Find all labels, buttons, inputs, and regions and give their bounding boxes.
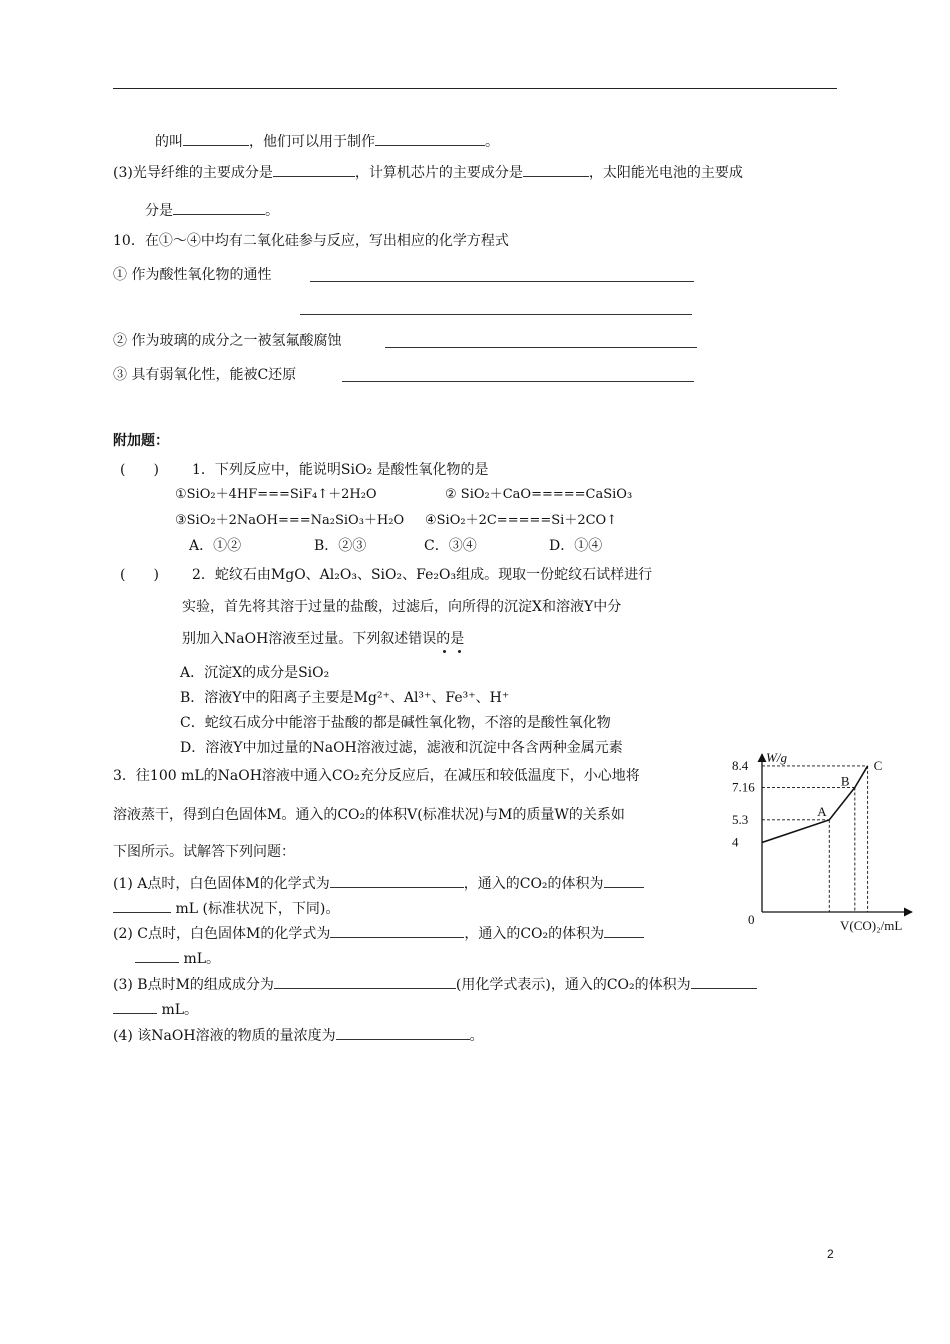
text: ，通入的CO₂的体积为 [464, 926, 605, 942]
e2-option-d[interactable]: D．溶液Y中加过量的NaOH溶液过滤，滤液和沉淀中各含两种金属元素 [180, 740, 623, 756]
e1-option-c[interactable]: C．③④ [424, 538, 477, 554]
answer-line[interactable] [342, 381, 694, 382]
e3-q1-line-2 [113, 898, 339, 918]
text: ，计算机芯片的主要成分是 [354, 165, 523, 181]
text: 。 [265, 203, 279, 219]
origin-label: 0 [748, 912, 755, 927]
text: 。 [469, 1028, 484, 1044]
page-number: 2 [827, 1247, 834, 1261]
text: 的叫 [155, 134, 183, 150]
text: (4) 该NaOH溶液的物质的量浓度为 [113, 1028, 336, 1044]
answer-line[interactable] [300, 314, 692, 315]
text: (2) C点时，白色固体M的化学式为 [113, 926, 331, 942]
answer-line[interactable] [310, 281, 694, 282]
e3-q1-line-1 [113, 873, 644, 893]
q9-line-2 [113, 162, 743, 182]
y-tick-label: 5.3 [732, 811, 749, 827]
emphasis-dot [458, 650, 461, 653]
e3-stem-1: 3．往100 mL的NaOH溶液中通入CO₂充分反应后，在减压和较低温度下，小心地将 [113, 768, 640, 784]
answer-paren[interactable]: ( ) [120, 567, 159, 583]
y-tick-label: 8.4 [732, 757, 749, 773]
blank[interactable] [273, 162, 355, 177]
text: (用化学式表示)，通入的CO₂的体积为 [455, 977, 691, 993]
text: ，他们可以用于制作 [249, 134, 375, 150]
text: (3) B点时M的组成成分为 [113, 977, 274, 993]
e2-option-a[interactable]: A．沉淀X的成分是SiO₂ [180, 665, 330, 681]
blank[interactable] [135, 948, 179, 963]
q10-item-3: ③ 具有弱氧化性，能被C还原 [113, 367, 297, 383]
e2-option-c[interactable]: C．蛇纹石成分中能溶于盐酸的都是碱性氧化物，不溶的是酸性氧化物 [180, 715, 611, 731]
data-series-line [762, 766, 868, 843]
q9-line-1 [155, 131, 499, 151]
header-rule [113, 88, 837, 89]
blank[interactable] [330, 873, 464, 888]
blank[interactable] [375, 131, 485, 146]
e3-stem-2: 溶液蒸干，得到白色固体M。通入的CO₂的体积V(标准状况)与M的质量W的关系如 [113, 807, 625, 823]
point-label: C [873, 757, 883, 773]
text: mL。 [161, 1002, 199, 1018]
e1-option-d[interactable]: D．①④ [549, 538, 603, 554]
e3-stem-3: 下图所示。试解答下列问题： [113, 844, 295, 860]
e1-reaction-4: ④SiO₂＋2C=====Si＋2CO↑ [425, 513, 618, 528]
e2-option-b[interactable]: B．溶液Y中的阳离子主要是Mg²⁺、Al³⁺、Fe³⁺、H⁺ [180, 690, 510, 706]
emphasis-dot [443, 650, 446, 653]
e2-stem-1: 2．蛇纹石由MgO、Al₂O₃、SiO₂、Fe₂O₃组成。现取一份蛇纹石试样进行 [192, 567, 653, 583]
extra-title: 附加题： [113, 433, 169, 449]
blank[interactable] [604, 873, 644, 888]
e1-option-a[interactable]: A．①② [189, 538, 242, 554]
answer-paren[interactable]: ( ) [120, 462, 159, 478]
e1-reaction-3: ③SiO₂＋2NaOH===Na₂SiO₃＋H₂O [175, 513, 405, 528]
blank[interactable] [274, 974, 456, 989]
e3-q3-line-2 [113, 999, 198, 1019]
text: ，太阳能光电池的主要成 [588, 165, 743, 181]
blank[interactable] [691, 974, 757, 989]
text: mL (标准状况下，下同)。 [175, 901, 340, 917]
q10-item-2: ② 作为玻璃的成分之一被氢氟酸腐蚀 [113, 333, 342, 349]
e3-q3-line-1 [113, 974, 757, 994]
e3-q2-line-2 [135, 948, 220, 968]
answer-line[interactable] [385, 347, 697, 348]
q9-line-3 [145, 200, 279, 220]
blank[interactable] [336, 1025, 470, 1040]
q10-stem: 10．在①～④中均有二氧化硅参与反应，写出相应的化学方程式 [113, 233, 509, 249]
text: (1) A点时，白色固体M的化学式为 [113, 876, 330, 892]
e2-stem-2: 实验，首先将其溶于过量的盐酸，过滤后，向所得的沉淀X和溶液Y中分 [182, 599, 622, 615]
x-axis-label: V(CO)₂/mL [840, 918, 903, 933]
text: ，通入的CO₂的体积为 [463, 876, 604, 892]
e1-option-b[interactable]: B．②③ [314, 538, 367, 554]
y-axis-label: W/g [766, 750, 787, 765]
e1-stem: 1．下列反应中，能说明SiO₂ 是酸性氧化物的是 [192, 462, 489, 478]
blank[interactable] [113, 999, 157, 1014]
blank[interactable] [523, 162, 589, 177]
e1-reaction-1: ①SiO₂＋4HF===SiF₄↑＋2H₂O [175, 487, 377, 502]
e2-stem-3: 别加入NaOH溶液至过量。下列叙述错误的是 [182, 631, 465, 647]
w-vs-v-chart [730, 748, 920, 938]
text: 。 [485, 134, 499, 150]
y-tick-label: 4 [732, 834, 739, 850]
blank[interactable] [183, 131, 249, 146]
q10-item-1: ① 作为酸性氧化物的通性 [113, 267, 272, 283]
blank[interactable] [604, 923, 644, 938]
text: 分是 [145, 203, 173, 219]
e3-q4-line [113, 1025, 484, 1045]
text: (3)光导纤维的主要成分是 [113, 165, 273, 181]
text: mL。 [183, 951, 221, 967]
blank[interactable] [330, 923, 464, 938]
blank[interactable] [173, 200, 265, 215]
point-label: A [817, 803, 827, 819]
y-tick-label: 7.16 [732, 779, 755, 795]
blank[interactable] [113, 898, 171, 913]
e1-reaction-2: ② SiO₂＋CaO=====CaSiO₃ [445, 487, 633, 502]
e3-q2-line-1 [113, 923, 644, 943]
point-label: B [840, 773, 850, 789]
